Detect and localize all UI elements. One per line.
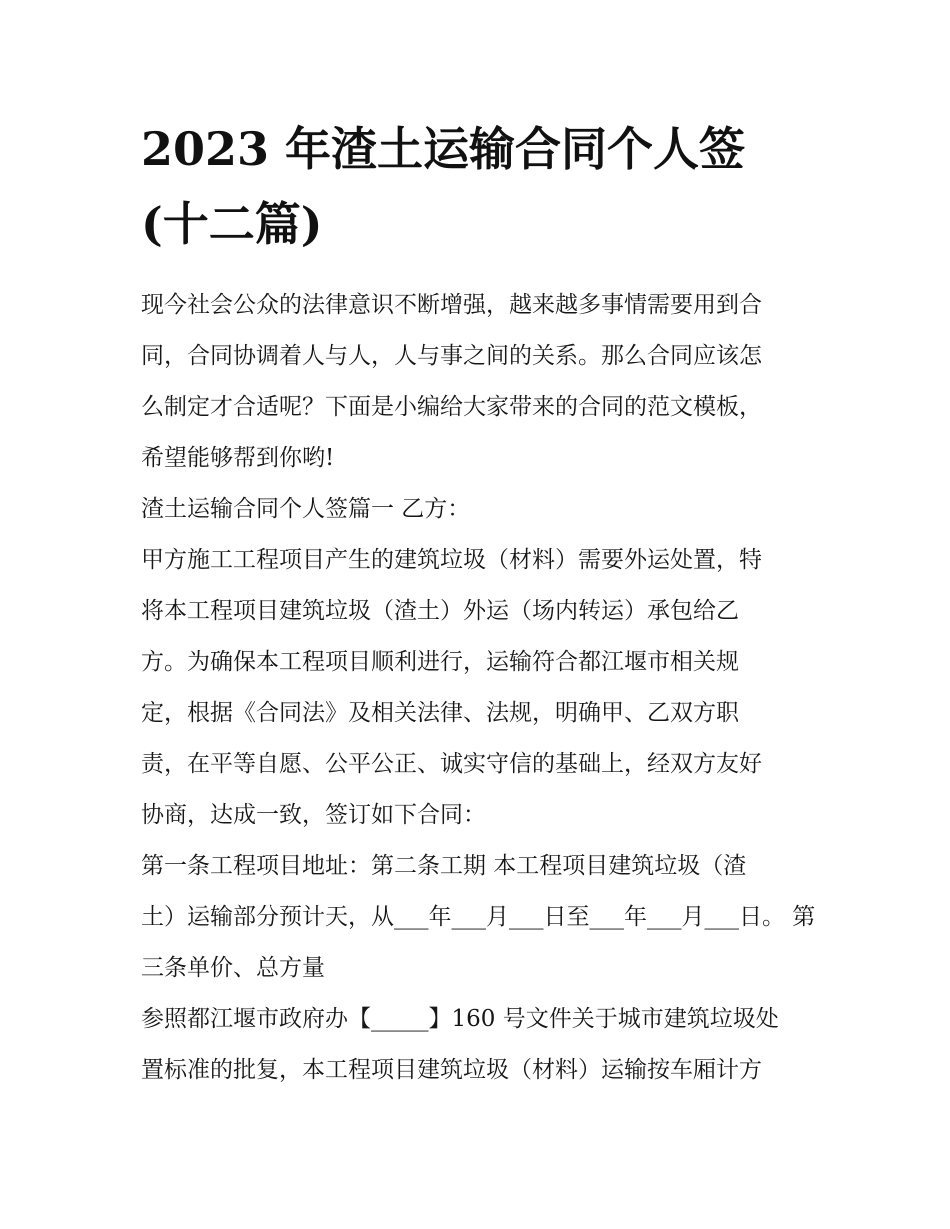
title-line-2: (十二篇) [141, 197, 323, 251]
text-line: 土）运输部分预计天，从___年___月___日至___年___月___日。 第 [141, 904, 816, 930]
section-heading [141, 484, 811, 535]
text-line: 么制定才合适呢？下面是小编给大家带来的合同的范文模板， [141, 394, 762, 420]
title-line-1: 2023 年渣土运输合同个人签 [141, 122, 746, 176]
text-line: 协商，达成一致，签订如下合同： [141, 802, 486, 828]
document-body [141, 112, 816, 1096]
text-line: 甲方施工工程项目产生的建筑垃圾（材料）需要外运处置，特 [141, 547, 762, 573]
text-line: 希望能够帮到你哟! [141, 445, 335, 471]
text-line: 第一条工程项目地址：第二条工期 本工程项目建筑垃圾（渣 [141, 853, 747, 879]
text-line: 同，合同协调着人与人，人与事之间的关系。那么合同应该怎 [141, 343, 762, 369]
pricing-paragraph [141, 994, 811, 1096]
contract-preamble-paragraph [141, 535, 811, 841]
intro-paragraph [141, 280, 811, 484]
text-line: 定，根据《合同法》及相关法律、法规，明确甲、乙双方职 [141, 700, 739, 726]
document-title [141, 112, 811, 262]
text-line: 置标准的批复，本工程项目建筑垃圾（材料）运输按车厢计方 [141, 1057, 762, 1083]
text-line: 现今社会公众的法律意识不断增强，越来越多事情需要用到合 [141, 292, 762, 318]
text-line: 参照都江堰市政府办【_____】160 号文件关于城市建筑垃圾处 [141, 1006, 779, 1032]
text-line: 三条单价、总方量 [141, 955, 325, 981]
articles-paragraph [141, 841, 816, 994]
text-line: 责，在平等自愿、公平公正、诚实守信的基础上，经双方友好 [141, 751, 762, 777]
text-line: 将本工程项目建筑垃圾（渣土）外运（场内转运）承包给乙 [141, 598, 739, 624]
text-line: 方。为确保本工程项目顺利进行，运输符合都江堰市相关规 [141, 649, 739, 675]
text-line: 渣土运输合同个人签篇一 乙方： [141, 496, 471, 522]
